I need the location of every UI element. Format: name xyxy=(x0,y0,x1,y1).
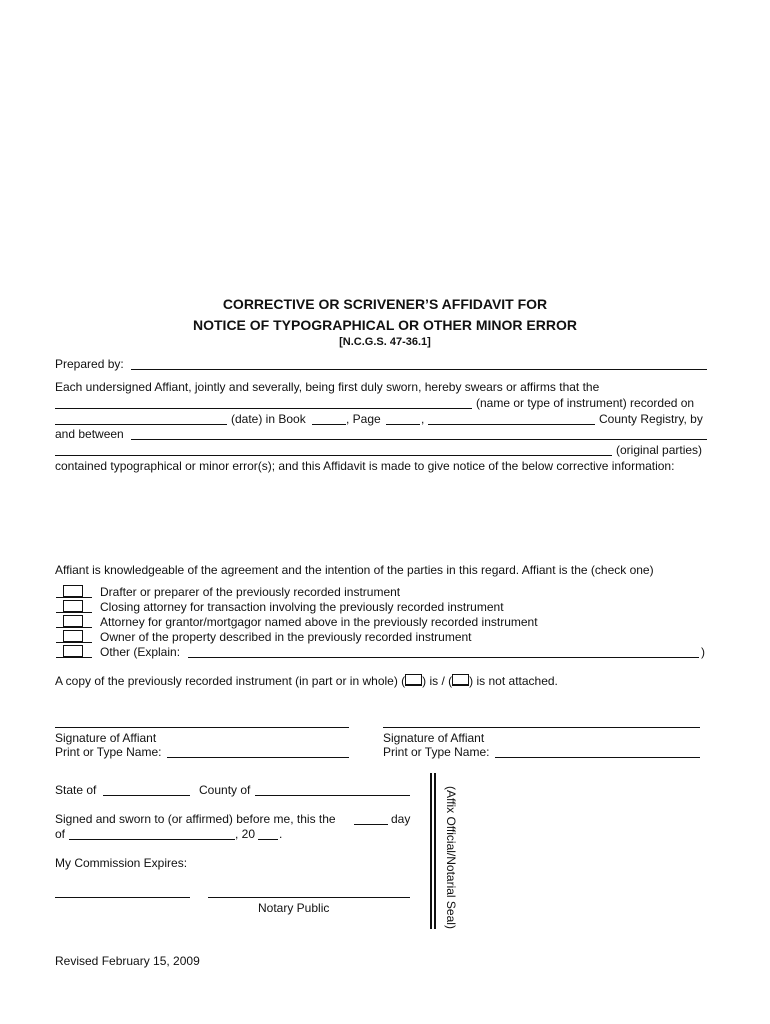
other-explain-field[interactable] xyxy=(188,657,699,658)
affiant-signature-line-left[interactable] xyxy=(55,727,349,728)
seal-label: (Affix Official/Notarial Seal) xyxy=(444,786,458,929)
year-suffix: . xyxy=(279,827,283,841)
state-label: State of xyxy=(55,783,97,797)
role-option-grantor-attorney: Attorney for grantor/mortgagor named above in the previously recorded instrument xyxy=(100,615,538,629)
prepared-by-field[interactable] xyxy=(131,369,707,370)
sworn-day-field[interactable] xyxy=(354,824,388,825)
year-prefix: , 20 xyxy=(235,827,256,841)
not-attached-checkbox[interactable] xyxy=(452,674,469,686)
notary-public-label: Notary Public xyxy=(258,901,330,915)
instrument-name-field[interactable] xyxy=(55,408,472,409)
role-checkbox-other[interactable] xyxy=(63,645,83,658)
state-field[interactable] xyxy=(103,795,190,796)
print-name-label-right: Print or Type Name: xyxy=(383,745,490,759)
sworn-year-field[interactable] xyxy=(258,839,278,840)
copy-statement: A copy of the previously recorded instrument (in part or in whole) ( ) is / ( ) is not attached. xyxy=(55,674,558,688)
page-comma: , xyxy=(421,412,425,426)
revised-date: Revised February 15, 2009 xyxy=(55,954,200,968)
day-label: day xyxy=(391,812,411,826)
form-title-line2: NOTICE OF TYPOGRAPHICAL OR OTHER MINOR ERROR xyxy=(193,317,577,333)
print-name-field-left[interactable] xyxy=(167,757,349,758)
attached-checkbox[interactable] xyxy=(405,674,422,686)
role-checkbox-closing-attorney[interactable] xyxy=(63,600,83,613)
form-title-line1: CORRECTIVE OR SCRIVENER’S AFFIDAVIT FOR xyxy=(222,296,548,312)
role-option-other: Other (Explain: xyxy=(100,645,181,659)
print-name-field-right[interactable] xyxy=(495,757,700,758)
county-field[interactable] xyxy=(255,795,410,796)
of-label: of xyxy=(55,827,66,841)
original-parties-label: (original parties) xyxy=(616,443,703,457)
role-checkbox-grantor-attorney[interactable] xyxy=(63,615,83,628)
sworn-label: Signed and sworn to (or affirmed) before me, this the xyxy=(55,812,336,826)
role-option-closing-attorney: Closing attorney for transaction involving the previously recorded instrument xyxy=(100,600,504,614)
seal-divider-left xyxy=(430,773,432,929)
and-between-label: and between xyxy=(55,427,124,441)
commission-expires-label: My Commission Expires: xyxy=(55,856,188,870)
affidavit-intro: Each undersigned Affiant, jointly and severally, being first duly sworn, hereby swears or affirms that the xyxy=(55,380,600,394)
seal-divider-right xyxy=(434,773,436,929)
affiant-role-prompt: Affiant is knowledgeable of the agreement and the intention of the parties in this regard. Affiant is the (check one) xyxy=(55,563,654,577)
role-option-owner: Owner of the property described in the previously recorded instrument xyxy=(100,630,472,644)
page-number-field[interactable] xyxy=(386,424,420,425)
commission-expires-field[interactable] xyxy=(55,897,190,898)
page-label: , Page xyxy=(346,412,381,426)
role-option-drafter: Drafter or preparer of the previously recorded instrument xyxy=(100,585,401,599)
role-checkbox-owner[interactable] xyxy=(63,630,83,643)
print-name-label-left: Print or Type Name: xyxy=(55,745,162,759)
sworn-month-field[interactable] xyxy=(69,839,235,840)
statute-reference: [N.C.G.S. 47-36.1] xyxy=(339,336,431,348)
instrument-label: (name or type of instrument) recorded on xyxy=(476,396,695,410)
recorded-date-field[interactable] xyxy=(55,424,227,425)
book-number-field[interactable] xyxy=(312,424,346,425)
county-registry-label: County Registry, by xyxy=(599,412,703,426)
parties-field-line2[interactable] xyxy=(55,455,612,456)
date-book-label: (date) in Book xyxy=(231,412,306,426)
county-label: County of xyxy=(199,783,251,797)
county-registry-field[interactable] xyxy=(428,424,595,425)
affiant-signature-label-right: Signature of Affiant xyxy=(383,731,485,745)
notary-signature-line[interactable] xyxy=(208,897,410,898)
affiant-signature-line-right[interactable] xyxy=(383,727,700,728)
prepared-by-label: Prepared by: xyxy=(55,357,124,371)
error-statement: contained typographical or minor error(s); and this Affidavit is made to give notice of the below corrective information: xyxy=(55,459,675,473)
affiant-signature-label-left: Signature of Affiant xyxy=(55,731,157,745)
role-checkbox-drafter[interactable] xyxy=(63,585,83,598)
parties-field-line1[interactable] xyxy=(131,439,707,440)
other-close-paren: ) xyxy=(701,645,705,659)
